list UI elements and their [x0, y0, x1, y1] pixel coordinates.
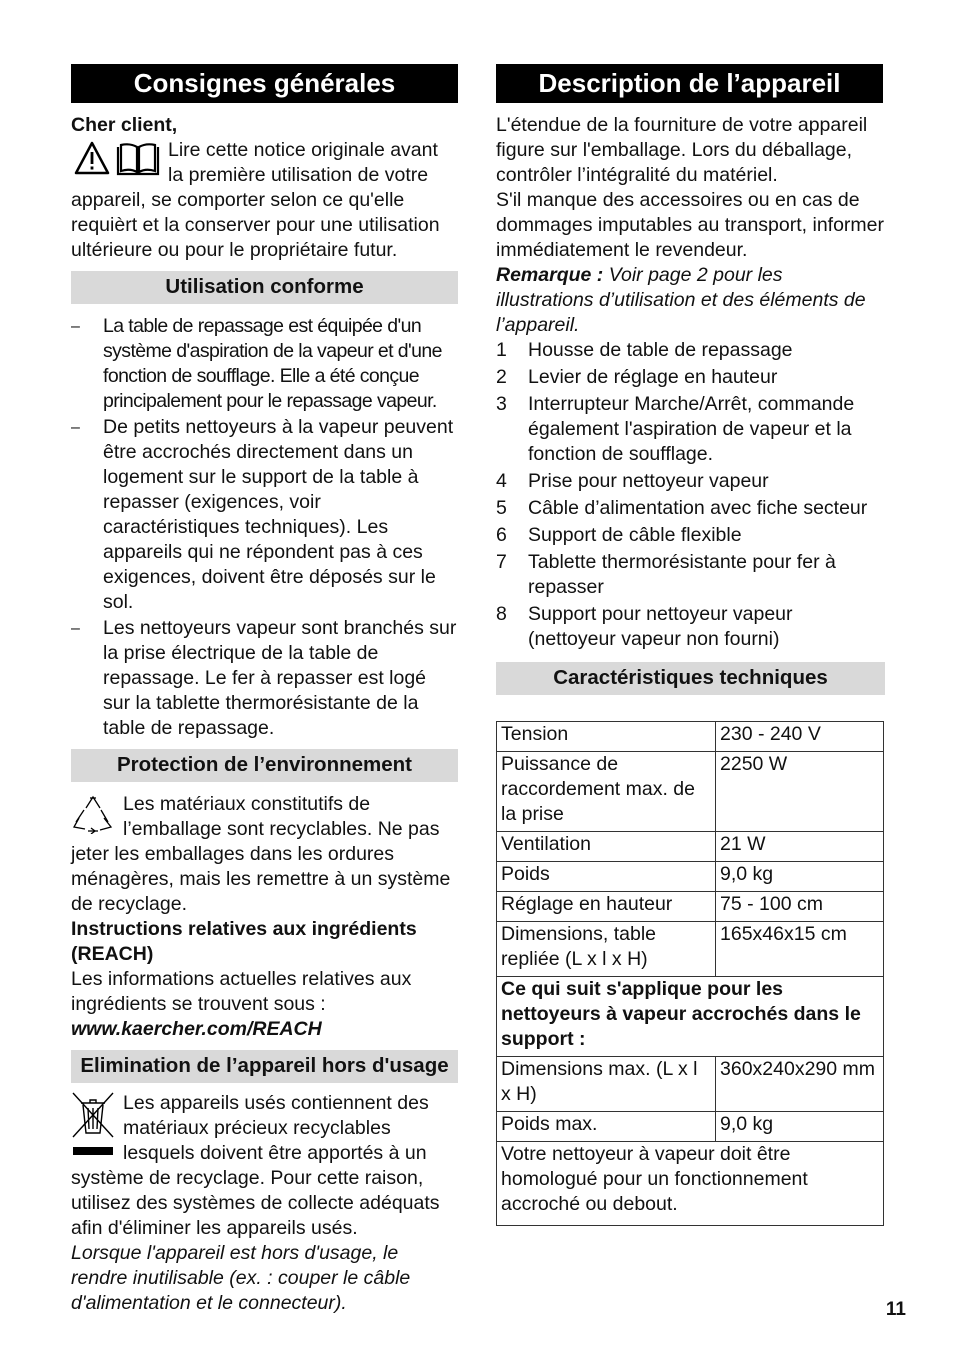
list-item: 8 Support pour nettoyeur vapeur (nettoyeur vapeur non fourni)	[496, 603, 793, 650]
page-number: 11	[885, 1299, 906, 1320]
list-item: – Les nettoyeurs vapeur sont branchés sur la prise électrique de la table de repassage. Le fer à repasser est logé sur la tablette thermorésistante de la table de repassage.	[71, 616, 458, 741]
list-item: 2 Levier de réglage en hauteur	[496, 366, 778, 388]
hanging-header: Ce qui suit s'applique pour les nettoyeurs à vapeur accrochés dans le support :	[497, 977, 884, 1057]
table-row	[497, 977, 884, 1057]
recycle-block	[71, 792, 458, 917]
recycle-text: Les matériaux constitutifs de l’emballage sont recyclables. Ne pas jeter les emballages dans les ordures ménagères, mais les remettre à un système de recyclage.	[71, 793, 451, 915]
table-row: Tension 230 - 240 V	[497, 722, 884, 752]
parts-list	[496, 338, 885, 652]
table-row: Poids 9,0 kg	[497, 862, 884, 892]
subsection-title-disposal: Elimination de l’appareil hors d'usage	[71, 1050, 458, 1083]
list-item: – De petits nettoyeurs à la vapeur peuvent être accrochés directement dans un logement sur le support de la table à repasser (exigences, voir caractéristiques techniques). Les appareils qui ne répondent pas à ces exigences, doivent être déposés sur le sol.	[71, 415, 458, 615]
list-item: 1 Housse de table de repassage	[496, 339, 793, 361]
remark	[496, 263, 885, 338]
table-row	[497, 1142, 884, 1226]
disposal-note: Lorsque l'appareil est hors d'usage, le rendre inutilisable (ex. : couper le câble d'alimentation et le connecteur).	[71, 1242, 411, 1314]
table-row: Dimensions, table repliée (L x l x H) 165x46x15 cm	[497, 922, 884, 977]
list-item: 3 Interrupteur Marche/Arrêt, commande également l'aspiration de vapeur et la fonction de soufflage.	[496, 393, 855, 465]
warning-book-icon	[74, 141, 160, 184]
subsection-title-environment: Protection de l’environnement	[71, 749, 458, 782]
section-title-description: Description de l’appareil	[496, 64, 883, 103]
description-p2: S'il manque des accessoires ou en cas de dommages imputables au transport, informer immédiatement le revendeur.	[496, 189, 885, 261]
left-column	[71, 64, 458, 1316]
specs-table	[496, 721, 884, 1226]
list-item: 5 Câble d’alimentation avec fiche secteur	[496, 497, 868, 519]
reach-title: Instructions relatives aux ingrédients (REACH)	[71, 918, 417, 965]
disposal-text: Les appareils usés contiennent des matériaux précieux recyclables lesquels doivent être apportés à un système de recyclage. Pour cette raison, utilisez des systèmes de collecte adéquats afin d'éliminer les appareils usés.	[71, 1092, 440, 1239]
reach-text: Les informations actuelles relatives aux ingrédients se trouvent sous :	[71, 968, 412, 1015]
remark-label: Remarque :	[496, 264, 604, 286]
greeting: Cher client,	[71, 114, 178, 136]
disposal-block	[71, 1091, 458, 1241]
description-p1: L'étendue de la fourniture de votre appareil figure sur l'emballage. Lors du déballage, contrôler l’intégralité du matériel.	[496, 114, 868, 186]
remark-text: Voir page 2 pour les illustrations d’utilisation et des éléments de l’appareil.	[496, 264, 866, 336]
table-row: Puissance de raccordement max. de la prise 2250 W	[497, 752, 884, 832]
open-book-icon	[118, 144, 158, 174]
warning-triangle-icon	[76, 143, 108, 173]
list-item: 6 Support de câble flexible	[496, 524, 742, 546]
notice-block	[71, 138, 458, 263]
list-item: – La table de repassage est équipée d'un système d'aspiration de la vapeur et d'une fonction de soufflage. Elle a été conçue principalement pour le repassage vapeur.	[71, 314, 458, 414]
table-row: Dimensions max. (L x l x H) 360x240x290 mm	[497, 1057, 884, 1112]
list-item: 7 Tablette thermorésistante pour fer à repasser	[496, 551, 836, 598]
table-row: Poids max. 9,0 kg	[497, 1112, 884, 1142]
list-item: 4 Prise pour nettoyeur vapeur	[496, 470, 769, 492]
table-row: Réglage en hauteur 75 - 100 cm	[497, 892, 884, 922]
subsection-title-use: Utilisation conforme	[71, 271, 458, 304]
subsection-title-specs: Caractéristiques techniques	[496, 662, 885, 695]
specs-footer-note: Votre nettoyeur à vapeur doit être homologué pour un fonctionnement accroché ou debout.	[497, 1142, 884, 1226]
table-row: Ventilation 21 W	[497, 832, 884, 862]
reach-link[interactable]: www.kaercher.com/REACH	[71, 1018, 322, 1040]
use-list	[71, 314, 458, 741]
crossed-bin-icon	[71, 1091, 115, 1166]
recycle-icon	[71, 794, 115, 841]
section-title-general: Consignes générales	[71, 64, 458, 103]
right-column	[496, 64, 885, 1226]
notice-text: Lire cette notice originale avant la première utilisation de votre appareil, se comporter selon ce qu'elle requièrt et la conserver pour une utilisation ultérieure ou pour le propriétaire futur.	[71, 139, 440, 261]
